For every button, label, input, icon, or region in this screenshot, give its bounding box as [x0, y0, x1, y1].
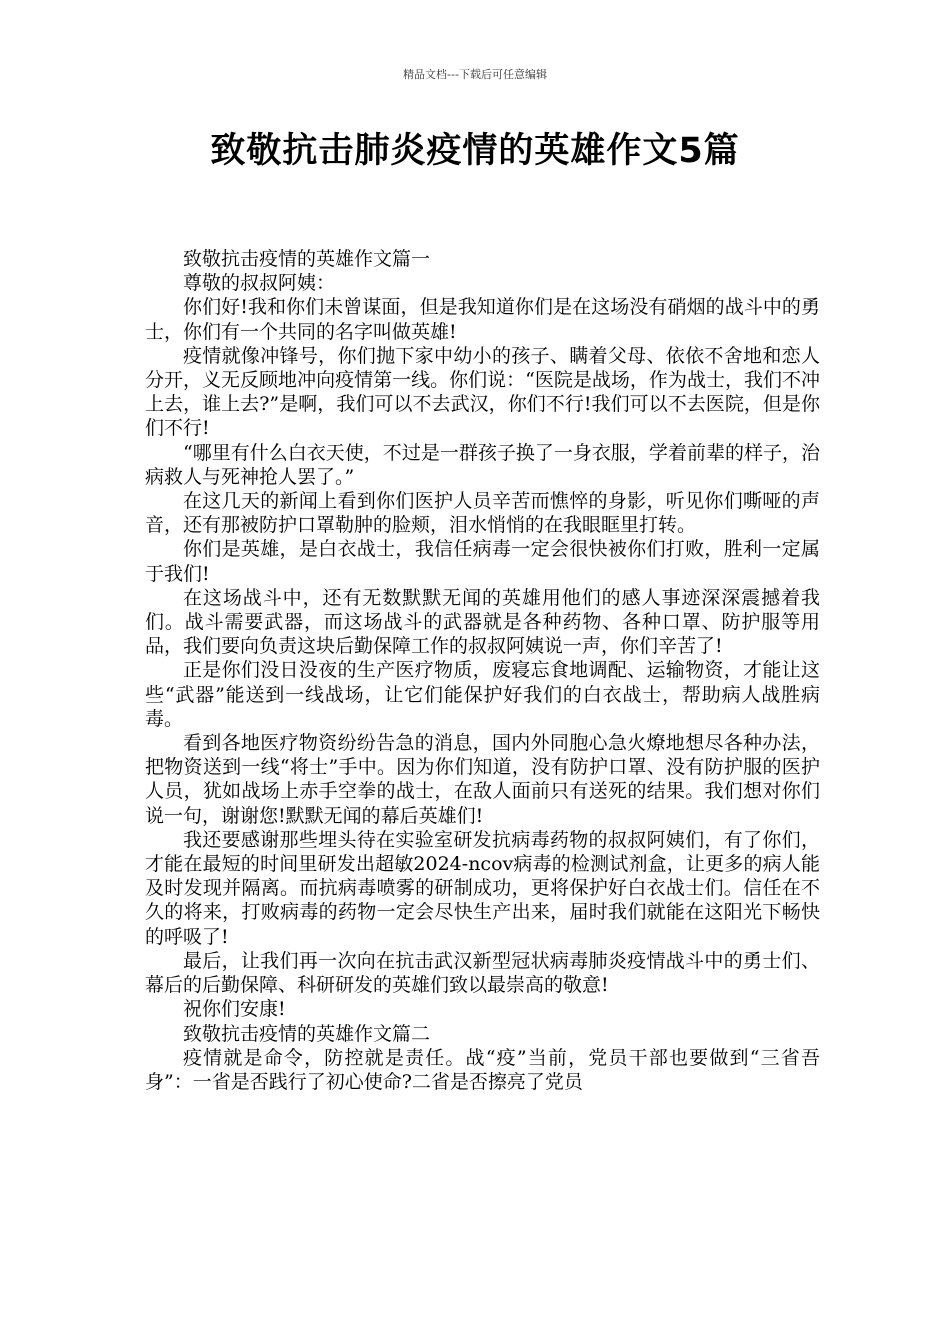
salutation: 尊敬的叔叔阿姨： — [183, 272, 336, 295]
paragraph: 你们是英雄，是白衣战士，我信任病毒一定会很快被你们打败，胜利一定属于我们! — [145, 538, 820, 585]
paragraph: 疫情就像冲锋号，你们抛下家中幼小的孩子、瞒着父母、依依不舍地和恋人分开，义无反顾地冲向疫情第一线。你们说：“医院是战场，作为战士，我们不冲上去，谁上去?”是啊，我们可以不去武汉，你们不行!我们可以不去医院，但是你们不行! — [145, 344, 820, 440]
closing-wish: 祝你们安康! — [183, 998, 286, 1021]
paragraph-quote: “哪里有什么白衣天使，不过是一群孩子换了一身衣服，学着前辈的样子，治病救人与死神抢人罢了。” — [145, 441, 820, 488]
paragraph: 在这几天的新闻上看到你们医护人员辛苦而憔悴的身影，听见你们嘶哑的声音，还有那被防护口罩勒肿的脸颊，泪水悄悄的在我眼眶里打转。 — [145, 490, 820, 537]
document-header-note: 精品文档---下载后可任意编辑 — [403, 68, 547, 81]
paragraph: 正是你们没日没夜的生产医疗物质，废寝忘食地调配、运输物资，才能让这些“武器”能送到一线战场，让它们能保护好我们的白衣战士，帮助病人战胜病毒。 — [145, 659, 820, 730]
document-body — [145, 247, 820, 1094]
document-title: 致敬抗击肺炎疫情的英雄作文5篇 — [210, 131, 740, 171]
paragraph: 在这场战斗中，还有无数默默无闻的英雄用他们的感人事迹深深震撼着我们。战斗需要武器，而这场战斗的武器就是各种药物、各种口罩、防护服等用品，我们要向负责这块后勤保障工作的叔叔阿姨说一声，你们辛苦了! — [145, 586, 820, 658]
paragraph: 你们好!我和你们未曾谋面，但是我知道你们是在这场没有硝烟的战斗中的勇士，你们有一个共同的名字叫做英雄! — [145, 296, 820, 343]
section-heading-1: 致敬抗击疫情的英雄作文篇一 — [183, 248, 431, 270]
paragraph: 我还要感谢那些埋头待在实验室研发抗病毒药物的叔叔阿姨们，有了你们，才能在最短的时间里研发出超敏2024-ncov病毒的检测试剂盒，让更多的病人能及时发现并隔离。而抗病毒喷雾的研制成功，更将保护好白衣战士们。信任在不久的将来，打败病毒的药物一定会尽快生产出来，届时我们就能在这阳光下畅快的呼吸了! — [145, 828, 820, 948]
paragraph: 看到各地医疗物资纷纷告急的消息，国内外同胞心急火燎地想尽各种办法，把物资送到一线“将士”手中。因为你们知道，没有防护口罩、没有防护服的医护人员，犹如战场上赤手空拳的战士，在敌人面前只有送死的结果。我们想对你们说一句，谢谢您!默默无闻的幕后英雄们! — [145, 732, 820, 827]
section-heading-2: 致敬抗击疫情的英雄作文篇二 — [183, 1022, 431, 1045]
paragraph: 最后，让我们再一次向在抗击武汉新型冠状病毒肺炎疫情战斗中的勇士们、幕后的后勤保障、科研研发的英雄们致以最崇高的敬意! — [145, 949, 820, 997]
paragraph: 疫情就是命令，防控就是责任。战“疫”当前，党员干部也要做到“三省吾身”：一省是否践行了初心使命?二省是否擦亮了党员 — [145, 1046, 820, 1093]
